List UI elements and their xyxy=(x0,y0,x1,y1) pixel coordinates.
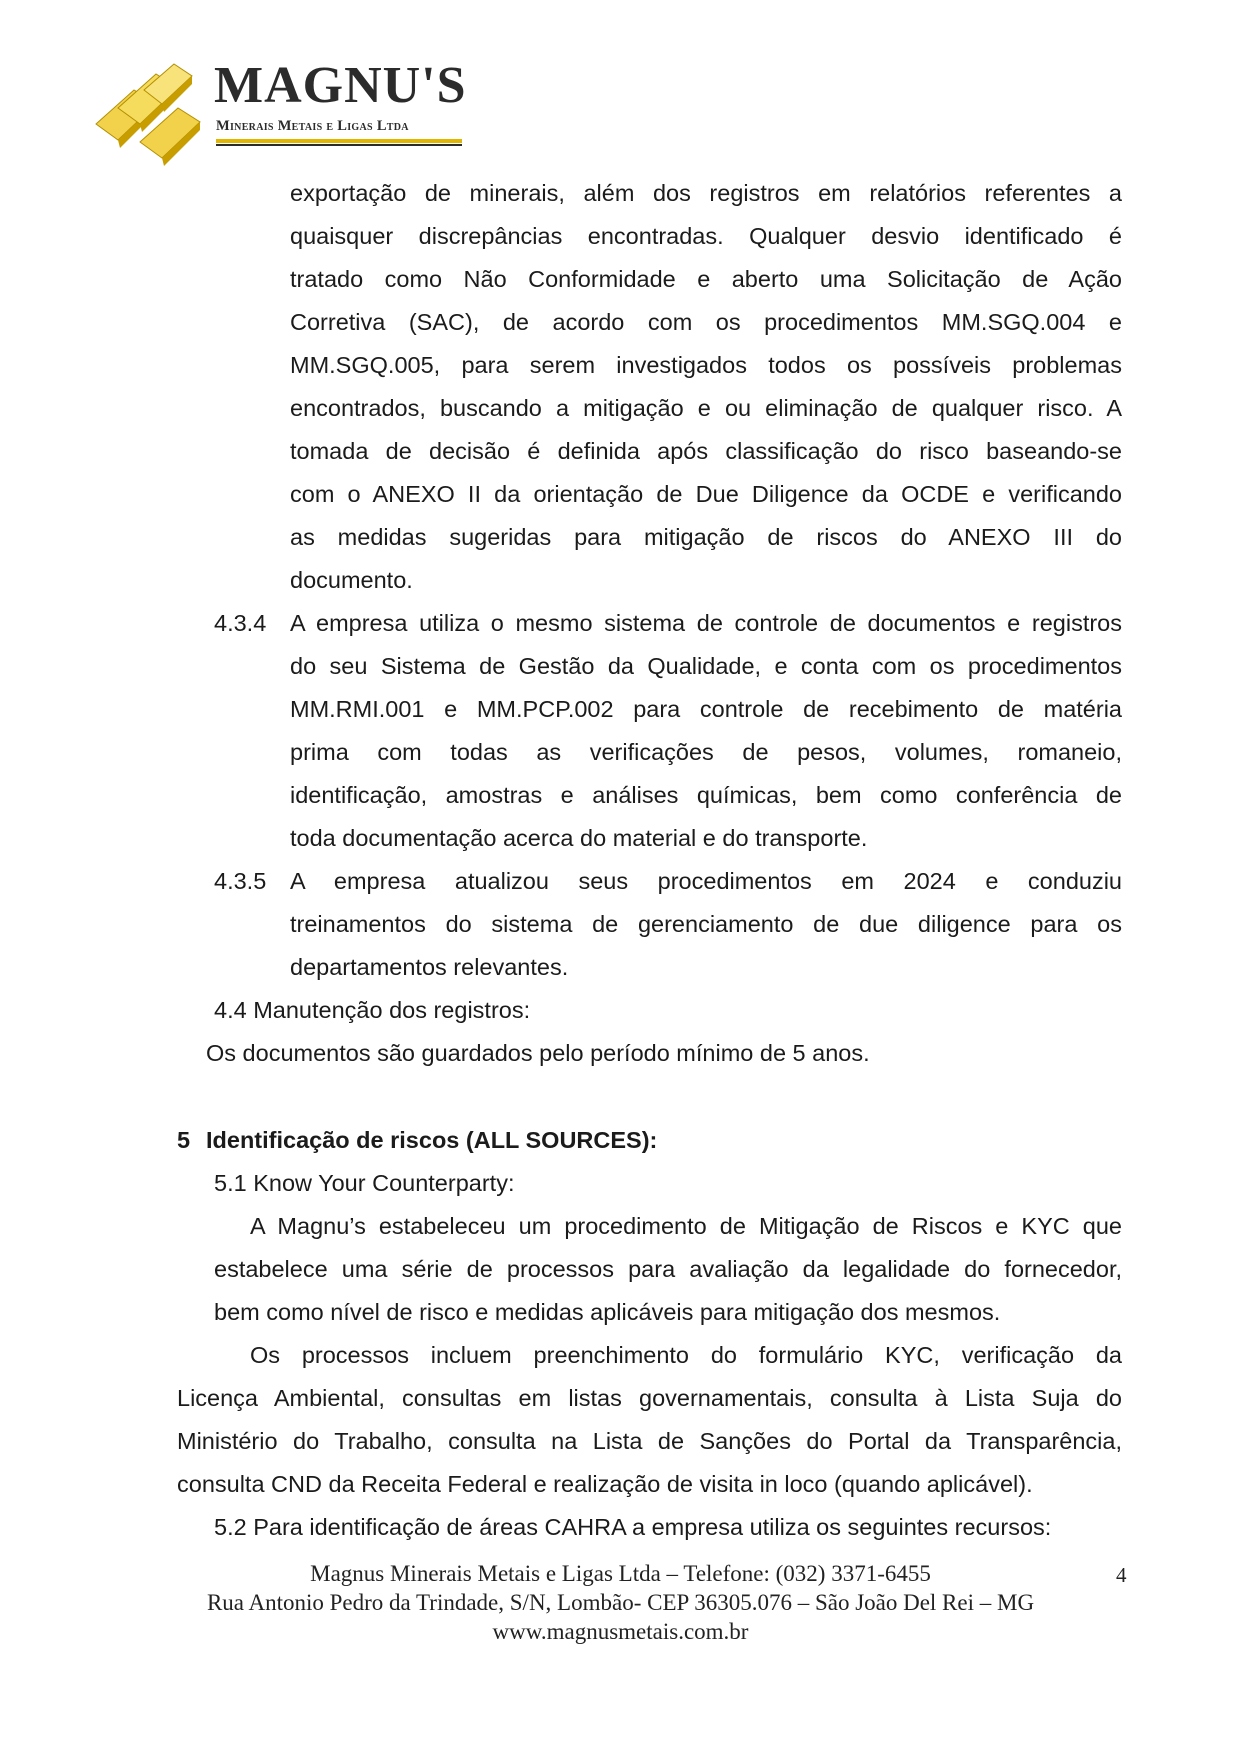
footer-website: www.magnusmetais.com.br xyxy=(492,1619,749,1644)
page-number: 4 xyxy=(1116,1563,1127,1587)
paragraph-line: prima com todas as verificações de pesos, volumes, romaneio, xyxy=(290,739,1122,765)
paragraph-line: identificação, amostras e análises químicas, bem como conferência de xyxy=(290,782,1122,808)
paragraph-line: Corretiva (SAC), de acordo com os procedimentos MM.SGQ.004 e xyxy=(290,309,1122,335)
subsection-heading: 5.1 Know Your Counterparty: xyxy=(214,1170,515,1196)
logo-name: MAGNU'S xyxy=(214,57,467,114)
paragraph-line: tomada de decisão é definida após classificação do risco baseando-se xyxy=(290,438,1122,464)
paragraph-line: departamentos relevantes. xyxy=(290,954,569,980)
footer-address: Rua Antonio Pedro da Trindade, S/N, Lombão- CEP 36305.076 – São João Del Rei – MG xyxy=(206,1590,1035,1615)
paragraph-line: bem como nível de risco e medidas aplicáveis para mitigação dos mesmos. xyxy=(214,1299,1001,1325)
paragraph-line: treinamentos do sistema de gerenciamento de due diligence para os xyxy=(290,911,1122,937)
paragraph-line: Os processos incluem preenchimento do formulário KYC, verificação da xyxy=(250,1342,1122,1368)
logo-dark-rule xyxy=(216,144,462,146)
paragraph-line: MM.RMI.001 e MM.PCP.002 para controle de recebimento de matéria xyxy=(290,696,1122,722)
paragraph-line: do seu Sistema de Gestão da Qualidade, e conta com os procedimentos xyxy=(290,653,1122,679)
paragraph-line: MM.SGQ.005, para serem investigados todos os possíveis problemas xyxy=(290,352,1122,378)
paragraph-line: A empresa utiliza o mesmo sistema de controle de documentos e registros xyxy=(290,610,1122,636)
paragraph-line: encontrados, buscando a mitigação e ou eliminação de qualquer risco. A xyxy=(290,395,1122,421)
paragraph-line: consulta CND da Receita Federal e realização de visita in loco (quando aplicável). xyxy=(177,1471,1033,1497)
section-number: 5 xyxy=(177,1127,191,1153)
paragraph-line: tratado como Não Conformidade e aberto uma Solicitação de Ação xyxy=(290,266,1122,292)
logo-gold-rule xyxy=(216,139,462,143)
paragraph-line: A Magnu’s estabeleceu um procedimento de Mitigação de Riscos e KYC que xyxy=(250,1213,1122,1239)
paragraph-line: Os documentos são guardados pelo período mínimo de 5 anos. xyxy=(206,1040,870,1066)
paragraph-line: Ministério do Trabalho, consulta na Lista de Sanções do Portal da Transparência, xyxy=(177,1428,1122,1454)
paragraph-line: com o ANEXO II da orientação de Due Diligence da OCDE e verificando xyxy=(290,481,1122,507)
paragraph-line: quaisquer discrepâncias encontradas. Qualquer desvio identificado é xyxy=(290,223,1122,249)
section-number: 4.3.4 xyxy=(214,610,267,636)
paragraph-line: estabelece uma série de processos para avaliação da legalidade do fornecedor, xyxy=(214,1256,1122,1282)
section-heading: 4.4 Manutenção dos registros: xyxy=(214,997,531,1023)
paragraph-line: toda documentação acerca do material e do transporte. xyxy=(290,825,868,851)
logo-subtitle: Minerais Metais e Ligas Ltda xyxy=(216,118,409,134)
subsection-heading: 5.2 Para identificação de áreas CAHRA a empresa utiliza os seguintes recursos: xyxy=(214,1514,1052,1540)
paragraph-line: exportação de minerais, além dos registros em relatórios referentes a xyxy=(290,180,1122,206)
paragraph-line: documento. xyxy=(290,567,413,593)
section-heading: Identificação de riscos (ALL SOURCES): xyxy=(206,1127,658,1153)
paragraph-line: Licença Ambiental, consultas em listas governamentais, consulta à Lista Suja do xyxy=(177,1385,1122,1411)
gold-bars-icon xyxy=(94,46,214,166)
section-number: 4.3.5 xyxy=(214,868,267,894)
paragraph-line: A empresa atualizou seus procedimentos em 2024 e conduziu xyxy=(290,868,1122,894)
company-logo xyxy=(94,46,474,166)
paragraph-line: as medidas sugeridas para mitigação de riscos do ANEXO III do xyxy=(290,524,1122,550)
footer-company-phone: Magnus Minerais Metais e Ligas Ltda – Telefone: (032) 3371-6455 xyxy=(310,1561,931,1586)
